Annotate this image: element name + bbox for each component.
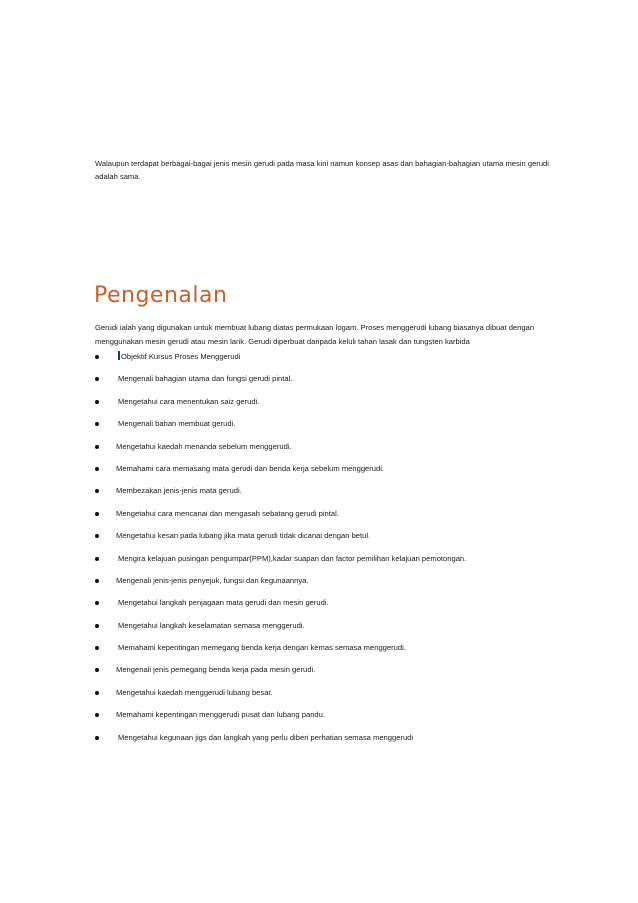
list-item-text: Mengetahui kegunaan jigs dan langkah yang perlu diberi perhatian semasa menggerudi <box>118 732 414 742</box>
bullet-icon <box>95 489 99 493</box>
list-item <box>95 731 565 753</box>
list-item-text: Mengenali jenis-jenis penyejuk, fungsi dan kegunaannya. <box>116 575 309 585</box>
list-item <box>95 641 565 663</box>
list-item <box>95 507 565 529</box>
bullet-icon <box>95 736 99 740</box>
bullet-icon <box>95 713 99 717</box>
list-item-text: Mengetahui cara mencanai dan mengasah sebatang gerudi pintal. <box>116 508 339 518</box>
list-item-text: Mengira kelajuan pusingan pengumpar(PPM),kadar suapan dan factor pemilihan kelajuan pemotongan. <box>118 553 467 563</box>
bullet-icon <box>95 646 99 650</box>
list-item-text: Membezakan jenis-jenis mata gerudi. <box>116 486 242 496</box>
list-item <box>95 372 565 394</box>
list-item <box>95 596 565 618</box>
section-heading: Pengenalan <box>94 283 228 308</box>
list-item <box>95 686 565 708</box>
list-item <box>95 619 565 641</box>
list-item-text: Mengenali bahagian utama dan fungsi gerudi pintal. <box>118 374 293 384</box>
list-item-text: Memahami cara memasang mata gerudi dan benda kerja sebelum menggerudi. <box>116 463 385 473</box>
bullet-icon <box>95 467 99 471</box>
list-item-text: Memahami kepentingan menggerudi pusat dan lubang pandu. <box>116 710 325 720</box>
list-item <box>95 708 565 730</box>
bullet-icon <box>95 445 99 449</box>
section-paragraph: Gerudi ialah yang digunakan untuk membuat lubang diatas permukaan logam. Proses menggerudi lubang biasanya dibuat dengan menggunakan mesin gerudi atau mesin larik. Gerudi diperbuat daripada keluli tahan lasak dan tungsten karbida <box>95 323 535 346</box>
bullet-icon <box>95 668 99 672</box>
list-item <box>95 440 565 462</box>
intro-paragraph: Walaupun terdapat berbagai-bagai jenis mesin gerudi pada masa kini namun konsep asas dan bahagian-bahagian utama mesin gerudi adalah sama. <box>95 159 549 181</box>
list-item-text: Mengetahui cara menentukan saiz gerudi. <box>118 396 260 406</box>
bullet-icon <box>95 579 99 583</box>
list-item-text: Mengetahui kaedah menanda sebelum menggerudi. <box>116 441 292 451</box>
list-item-text: Memahami kepentingan memegang benda kerja dengan kemas semasa menggerudi. <box>118 643 406 653</box>
list-item <box>95 417 565 439</box>
list-item <box>95 484 565 506</box>
list-item-text: Mengenali bahan membuat gerudi. <box>118 419 236 429</box>
bullet-icon <box>95 400 99 404</box>
bullet-icon <box>95 534 99 538</box>
list-item-text: Mengenali jenis pemegang benda kerja pada mesin gerudi. <box>116 665 316 675</box>
list-item <box>95 529 565 551</box>
list-item-text-row <box>118 350 240 364</box>
list-item-text: Mengetahui kaedah menggerudi lubang besar. <box>116 687 273 697</box>
objectives-list <box>95 350 565 753</box>
bullet-icon <box>95 355 99 359</box>
bullet-icon <box>95 557 99 561</box>
list-item <box>95 552 565 574</box>
bullet-icon <box>95 377 99 381</box>
list-item-text: Mengetahui langkah keselamatan semasa menggerudi. <box>118 620 305 630</box>
bullet-icon <box>95 601 99 605</box>
list-item-text: Mengetahui kesan pada lubang jika mata gerudi tidak dicanai dengan betul. <box>116 531 371 541</box>
bullet-icon <box>95 422 99 426</box>
bullet-icon <box>95 691 99 695</box>
text-cursor-icon <box>118 351 120 360</box>
bullet-icon <box>95 512 99 516</box>
list-item <box>95 574 565 596</box>
list-item <box>95 395 565 417</box>
list-item <box>95 462 565 484</box>
list-item-text: Objektif Kursus Proses Menggerudi <box>121 352 241 361</box>
list-item <box>95 663 565 685</box>
bullet-icon <box>95 624 99 628</box>
list-item <box>95 350 565 372</box>
list-item-text: Mengetahui langkah penjagaan mata gerudi dan mesin gerudi. <box>118 598 329 608</box>
